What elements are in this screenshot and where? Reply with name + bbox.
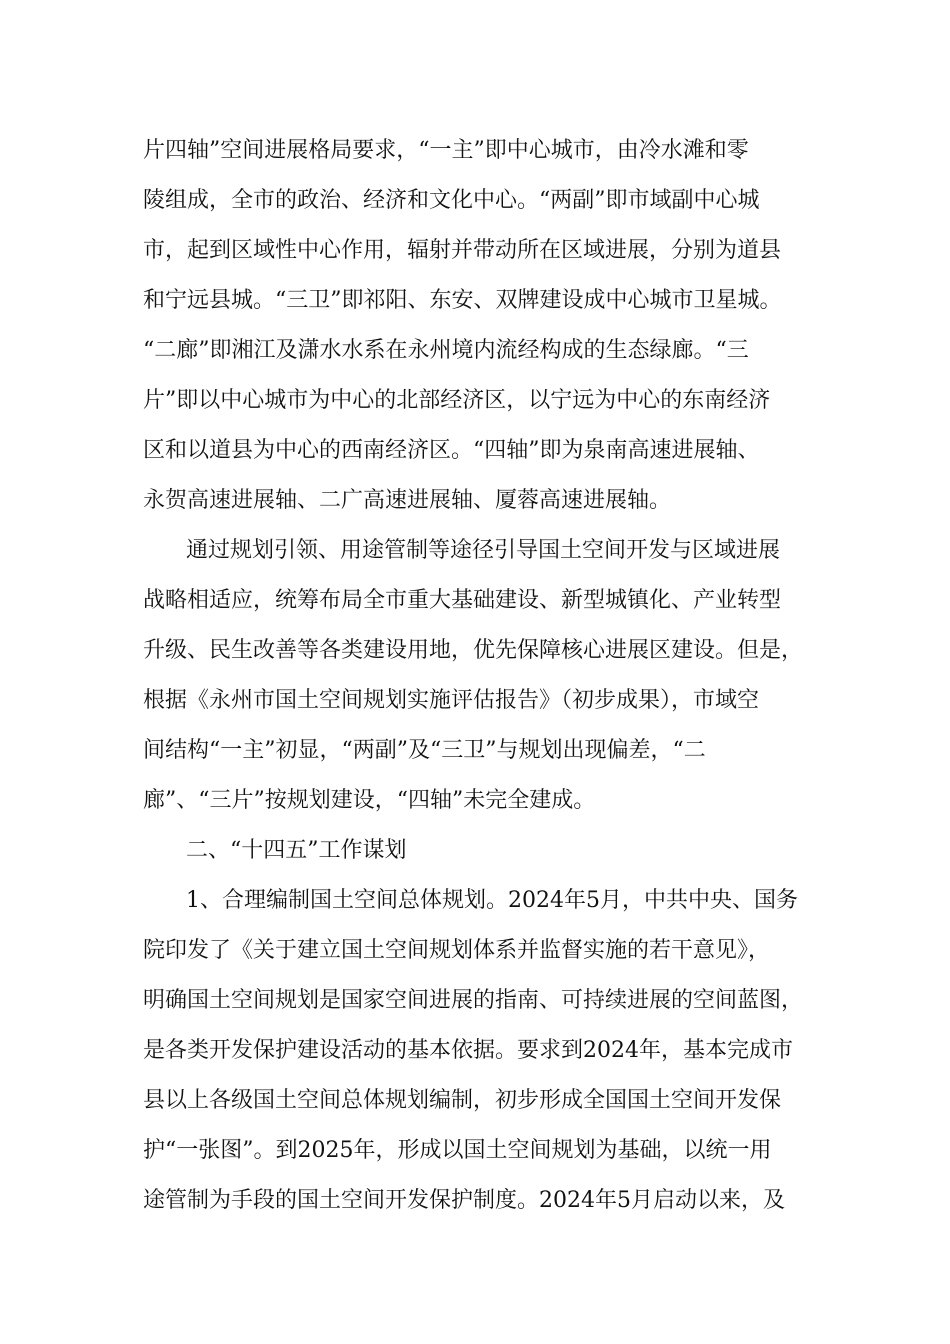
body-text-line: 升级、民生改善等各类建设用地，优先保障核心进展区建设。但是， (143, 638, 804, 663)
section-heading: 二、“十四五”工作谋划 (186, 838, 407, 863)
body-text-line: 陵组成，全市的政治、经济和文化中心。“两副”即市域副中心城 (143, 188, 760, 213)
body-text-line: 护“一张图”。到2025年，形成以国土空间规划为基础，以统一用 (143, 1138, 772, 1163)
body-text-line: 根据《永州市国土空间规划实施评估报告》（初步成果），市域空 (143, 688, 760, 713)
body-text-line: 是各类开发保护建设活动的基本依据。要求到2024年，基本完成市 (143, 1038, 793, 1063)
body-text-line: 县以上各级国土空间总体规划编制，初步形成全国国土空间开发保 (143, 1088, 782, 1113)
body-text-line: 永贺高速进展轴、二广高速进展轴、厦蓉高速进展轴。 (143, 488, 672, 513)
body-text-line: “二廊”即湘江及潇水水系在永州境内流经构成的生态绿廊。“三 (143, 338, 749, 363)
body-text-line: 间结构“一主”初显，“两副”及“三卫”与规划出现偏差，“二 (143, 738, 706, 763)
body-text-line: 明确国土空间规划是国家空间进展的指南、可持续进展的空间蓝图， (143, 988, 804, 1013)
body-text-line: 院印发了《关于建立国土空间规划体系并监督实施的若干意见》， (143, 938, 771, 963)
body-text-line: 廊”、“三片”按规划建设，“四轴”未完全建成。 (143, 788, 596, 813)
paragraph-first-line: 1、合理编制国土空间总体规划。2024年5月，中共中央、国务 (186, 888, 798, 913)
body-text-line: 和宁远县城。“三卫”即祁阳、东安、双牌建设成中心城市卫星城。 (143, 288, 782, 313)
body-text-line: 战略相适应，统筹布局全市重大基础建设、新型城镇化、产业转型 (143, 588, 782, 613)
body-text-line: 市，起到区域性中心作用，辐射并带动所在区域进展，分别为道县 (143, 238, 782, 263)
body-text-line: 片”即以中心城市为中心的北部经济区，以宁远为中心的东南经济 (143, 388, 771, 413)
body-text-line: 途管制为手段的国土空间开发保护制度。2024年5月启动以来，及 (143, 1188, 785, 1213)
body-text-line: 区和以道县为中心的西南经济区。“四轴”即为泉南高速进展轴、 (143, 438, 760, 463)
body-text-line: 片四轴”空间进展格局要求，“一主”即中心城市，由冷水滩和零 (143, 138, 749, 163)
paragraph-first-line: 通过规划引领、用途管制等途径引导国土空间开发与区域进展 (186, 538, 781, 563)
